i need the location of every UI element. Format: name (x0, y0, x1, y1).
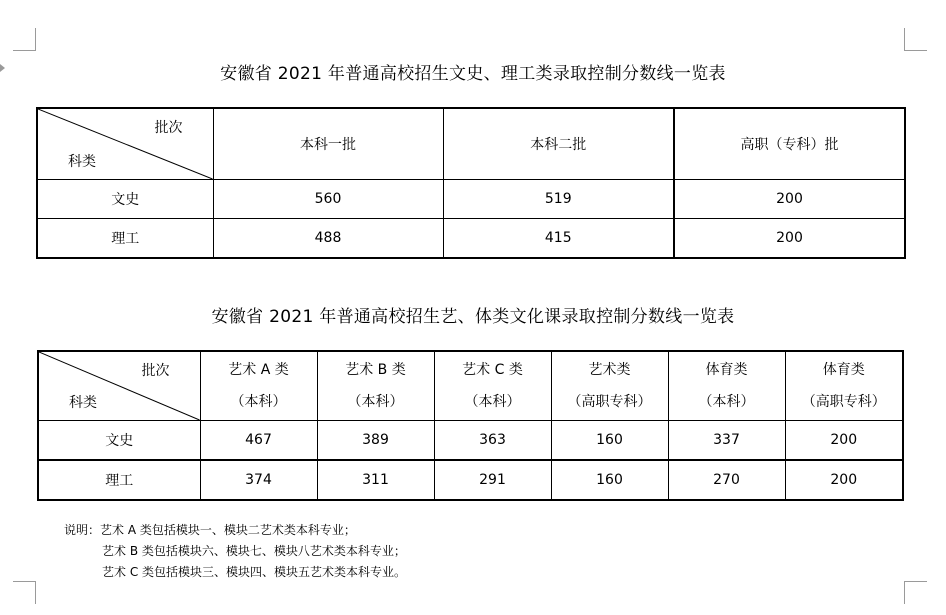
score-cell: 270 (668, 460, 785, 500)
column-header: 本科一批 (213, 108, 443, 180)
score-cell: 311 (317, 460, 434, 500)
note-line: 艺术 C 类包括模块三、模块四、模块五艺术类本科专业。 (102, 565, 407, 579)
table-header-row (37, 108, 905, 180)
table-row (38, 460, 903, 500)
column-header-line2: （本科） (464, 394, 521, 410)
column-header: 高职（专科）批 (674, 108, 905, 180)
column-header-line1: 体育类 (822, 362, 865, 378)
crop-mark-top-left (13, 28, 36, 51)
score-cell: 389 (317, 421, 434, 461)
category-label: 科类 (68, 154, 96, 170)
crop-mark-top-right (904, 28, 927, 51)
table1-title: 安徽省 2021 年普通高校招生文史、理工类录取控制分数线一览表 (220, 64, 726, 84)
explanatory-notes (64, 520, 406, 583)
column-header (434, 351, 551, 421)
column-header (551, 351, 668, 421)
column-header (668, 351, 785, 421)
column-header-line2: （高职专科） (567, 394, 652, 410)
note-line: 艺术 B 类包括模块六、模块七、模块八艺术类本科专业； (102, 544, 406, 558)
score-cell: 363 (434, 421, 551, 461)
column-header-line1: 艺术 C 类 (462, 362, 523, 378)
art-sports-score-table (37, 350, 904, 501)
score-cell: 519 (443, 180, 674, 219)
score-cell: 467 (200, 421, 317, 461)
column-header: 本科二批 (443, 108, 674, 180)
table-row (38, 421, 903, 461)
score-cell: 374 (200, 460, 317, 500)
table-row (37, 219, 905, 259)
score-cell: 200 (674, 180, 905, 219)
column-header (785, 351, 903, 421)
score-cell: 488 (213, 219, 443, 259)
batch-label: 批次 (141, 363, 170, 379)
column-header (317, 351, 434, 421)
table-header-row (38, 351, 903, 421)
score-cell: 200 (785, 460, 903, 500)
score-cell: 560 (213, 180, 443, 219)
diagonal-header-cell (37, 108, 213, 180)
diagonal-line (39, 352, 200, 420)
column-header-line1: 艺术 A 类 (228, 362, 289, 378)
column-header-line2: （高职专科） (801, 394, 886, 410)
score-cell: 200 (785, 421, 903, 461)
column-header (200, 351, 317, 421)
column-header-line1: 艺术类 (588, 362, 631, 378)
score-cell: 337 (668, 421, 785, 461)
row-label: 文史 (38, 421, 200, 461)
crop-mark-bottom-left (13, 581, 36, 604)
score-cell: 291 (434, 460, 551, 500)
table2-title: 安徽省 2021 年普通高校招生艺、体类文化课录取控制分数线一览表 (211, 307, 735, 327)
column-header-line1: 艺术 B 类 (345, 362, 406, 378)
row-label: 文史 (37, 180, 213, 219)
row-label: 理工 (37, 219, 213, 259)
column-header-line2: （本科） (347, 394, 404, 410)
note-line: 说明：艺术 A 类包括模块一、模块二艺术类本科专业； (64, 523, 356, 537)
column-header-line2: （本科） (230, 394, 287, 410)
diagonal-header-cell (38, 351, 200, 421)
category-label: 科类 (69, 395, 97, 411)
score-cell: 160 (551, 421, 668, 461)
crop-mark-bottom-right (904, 581, 927, 604)
score-cell: 415 (443, 219, 674, 259)
column-header-line1: 体育类 (705, 362, 748, 378)
general-score-table (36, 107, 906, 259)
table-row (37, 180, 905, 219)
column-header-line2: （本科） (698, 394, 755, 410)
row-label: 理工 (38, 460, 200, 500)
batch-label: 批次 (154, 120, 183, 136)
score-cell: 200 (674, 219, 905, 259)
score-cell: 160 (551, 460, 668, 500)
diagonal-line (38, 109, 213, 179)
